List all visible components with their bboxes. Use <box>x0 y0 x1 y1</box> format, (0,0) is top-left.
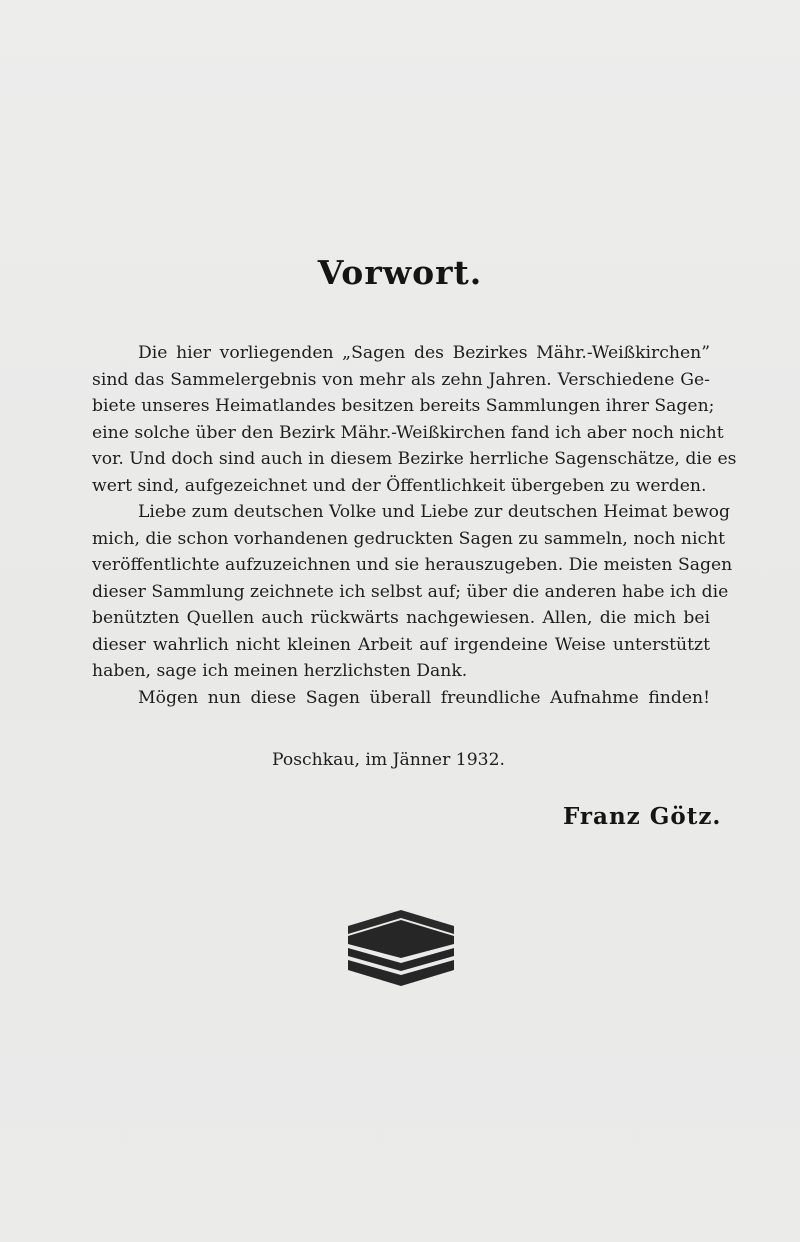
author-signature: Franz Götz. <box>563 803 722 830</box>
text-line: Die hier vorliegenden „Sagen des Bezirkes Mähr.-Weißkirchen” <box>138 343 710 363</box>
text-line: benützten Quellen auch rückwärts nachgewiesen. Allen, die mich bei <box>92 608 710 628</box>
page-title: Vorwort. <box>317 253 483 292</box>
preface-text <box>92 340 737 711</box>
text-line: dieser Sammlung zeichnete ich selbst auf; über die anderen habe ich die <box>92 581 729 602</box>
chevron-ornament-icon <box>348 910 454 986</box>
text-line: wert sind, aufgezeichnet und der Öffentlichkeit übergeben zu werden. <box>92 475 707 496</box>
text-line: haben, sage ich meinen herzlichsten Dank. <box>92 661 468 681</box>
text-line: dieser wahrlich nicht kleinen Arbeit auf irgendeine Weise unterstützt <box>92 634 710 655</box>
text-line: sind das Sammelergebnis von mehr als zehn Jahren. Verschiedene Ge- <box>92 369 710 390</box>
text-line: eine solche über den Bezirk Mähr.-Weißkirchen fand ich aber noch nicht <box>92 422 724 443</box>
text-line: Mögen nun diese Sagen überall freundliche Aufnahme finden! <box>138 687 710 708</box>
text-line: Liebe zum deutschen Volke und Liebe zur deutschen Heimat bewog <box>138 502 731 522</box>
place-date: Poschkau, im Jänner 1932. <box>272 750 505 770</box>
text-line: biete unseres Heimatlandes besitzen bereits Sammlungen ihrer Sagen; <box>92 396 715 416</box>
text-line: vor. Und doch sind auch in diesem Bezirke herrliche Sagenschätze, die es <box>92 449 737 469</box>
text-line: veröffentlichte aufzuzeichnen und sie herauszugeben. Die meisten Sagen <box>92 555 733 575</box>
text-line: mich, die schon vorhandenen gedruckten Sagen zu sammeln, noch nicht <box>92 528 726 549</box>
